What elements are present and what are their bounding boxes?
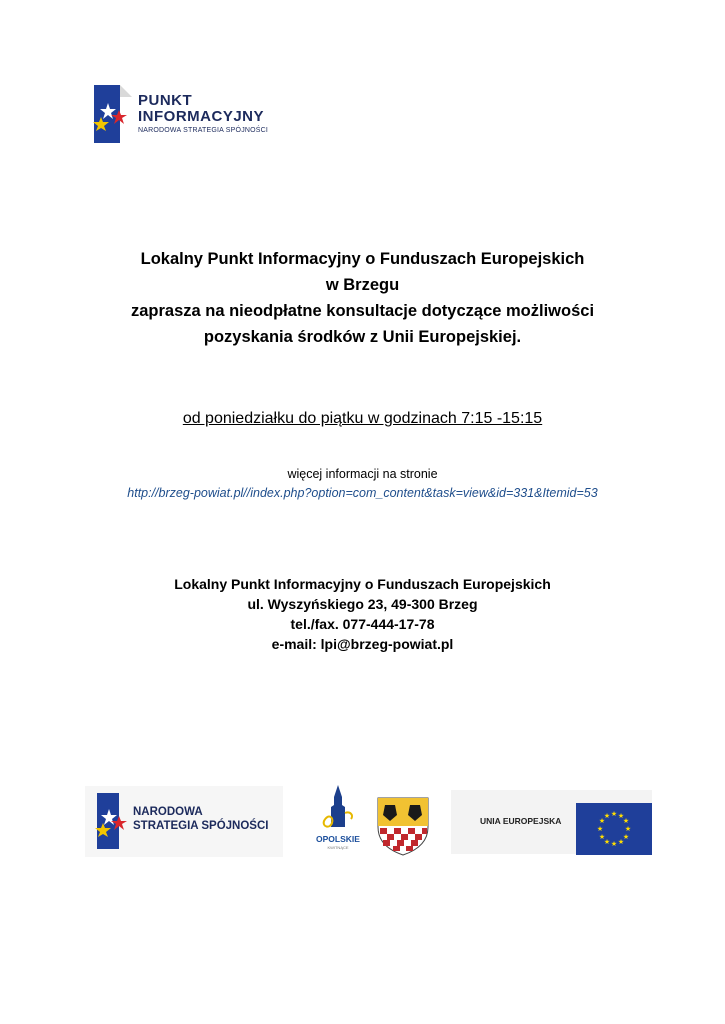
contact-name: Lokalny Punkt Informacyjny o Funduszach Europejskich bbox=[174, 576, 551, 592]
title-line-4: pozyskania środków z Unii Europejskiej. bbox=[203, 328, 522, 346]
logo-line-2: INFORMACYJNY bbox=[138, 108, 265, 125]
nss-line-2: STRATEGIA SPÓJNOŚCI bbox=[133, 820, 269, 832]
contact-block bbox=[0, 574, 725, 654]
punkt-informacyjny-logo bbox=[88, 83, 278, 149]
svg-text:★: ★ bbox=[598, 833, 606, 841]
svg-text:★: ★ bbox=[596, 825, 604, 833]
nss-footer-logo bbox=[85, 786, 283, 857]
logo-line-3: NARODOWA STRATEGIA SPÓJNOŚCI bbox=[138, 127, 269, 134]
nss-line-1: NARODOWA bbox=[133, 806, 203, 818]
coat-of-arms-icon bbox=[375, 795, 431, 857]
svg-text:★: ★ bbox=[603, 838, 611, 846]
opolskie-logo bbox=[318, 783, 358, 860]
svg-text:★: ★ bbox=[622, 833, 630, 841]
logo-line-1: PUNKT bbox=[138, 92, 193, 109]
contact-phone: tel./fax. 077-444-17-78 bbox=[290, 616, 435, 632]
opening-hours: od poniedziałku do piątku w godzinach 7:15 -15:15 bbox=[182, 410, 543, 427]
announcement-title bbox=[0, 246, 725, 350]
eu-label: UNIA EUROPEJSKA bbox=[480, 816, 562, 826]
opolskie-tower-icon bbox=[318, 783, 358, 835]
brzeg-coat-of-arms bbox=[375, 795, 431, 857]
svg-text:★: ★ bbox=[617, 812, 625, 820]
title-line-3: zaprasza na nieodpłatne konsultacje dotyczące możliwości bbox=[130, 302, 595, 320]
title-line-2: w Brzegu bbox=[325, 276, 400, 294]
contact-address: ul. Wyszyńskiego 23, 49-300 Brzeg bbox=[247, 596, 478, 612]
more-info-link[interactable]: http://brzeg-powiat.pl//index.php?option=com_content&task=view&id=331&Itemid=53 bbox=[127, 486, 598, 500]
opolskie-label: OPOLSKIE bbox=[316, 834, 360, 844]
svg-text:★: ★ bbox=[610, 810, 618, 818]
footer-logos bbox=[0, 783, 725, 863]
opolskie-sublabel: KWITNĄCE bbox=[327, 845, 349, 850]
title-line-1: Lokalny Punkt Informacyjny o Funduszach Europejskich bbox=[140, 250, 585, 268]
svg-text:★: ★ bbox=[622, 817, 630, 825]
svg-text:★: ★ bbox=[598, 817, 606, 825]
svg-text:★: ★ bbox=[603, 812, 611, 820]
more-info-label: więcej informacji na stronie bbox=[287, 467, 438, 481]
svg-text:★: ★ bbox=[624, 825, 632, 833]
contact-email[interactable]: e-mail: lpi@brzeg-powiat.pl bbox=[271, 636, 454, 652]
svg-text:★: ★ bbox=[610, 840, 618, 848]
nss-star-logo-icon bbox=[88, 83, 136, 145]
nss-star-icon bbox=[91, 791, 133, 853]
eu-flag-icon bbox=[576, 803, 652, 855]
svg-text:★: ★ bbox=[617, 838, 625, 846]
eu-logo bbox=[451, 790, 652, 854]
